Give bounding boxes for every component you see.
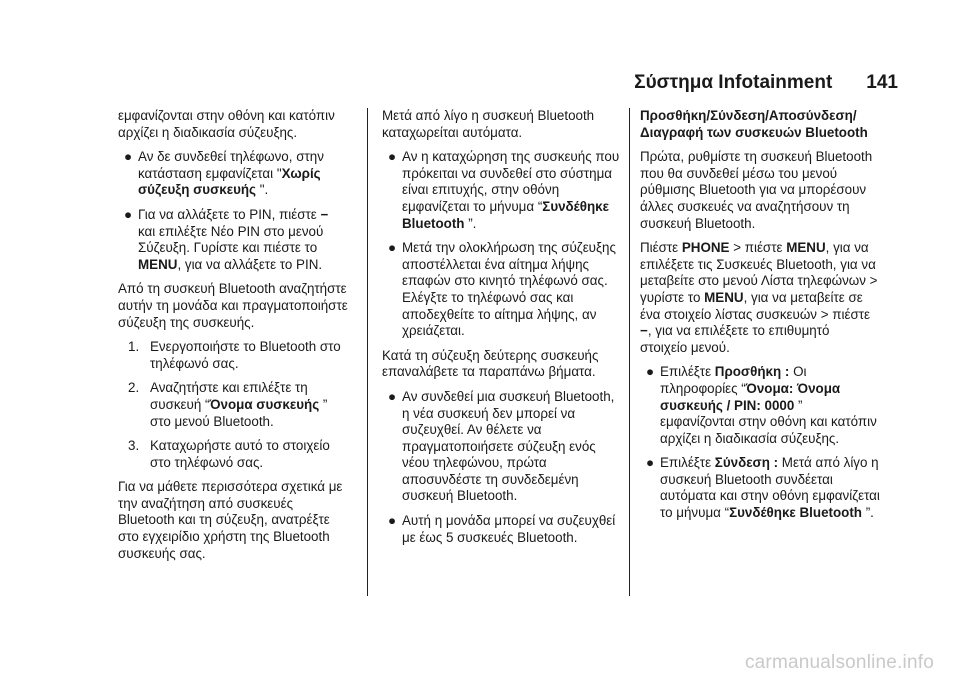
text: , για να μεταβείτε σε ένα στοιχείο λίστας συσκευών > πιέστε [640,289,870,322]
text: ”. [861,505,874,521]
text: ”. [464,215,477,231]
paragraph: Κατά τη σύζευξη δεύτερης συσκευής επαναλάβετε τα παραπάνω βήματα. [382,347,599,380]
bold-text: Χωρίς σύζευξη συσκευής [138,165,321,198]
bullet-item [382,149,622,232]
text: και επιλέξτε Νέο PIN στο μενού Σύζευξη. Γυρίστε και πιέστε το [138,223,324,256]
bullet-icon: ● [388,149,397,165]
page-title: Σύστημα Infotainment [634,72,833,93]
bold-text: Προσθήκη : [714,364,790,380]
bullet-item [382,513,622,546]
text: ” εμφανίζονται στην οθόνη και κατόπιν αρχίζει η διαδικασία σύζευξης. [660,397,877,446]
text: Μετά από λίγο η συσκευή Bluetooth συνδέεται αυτόματα και στην οθόνη εμφανίζεται το μήνυμα “ [660,455,880,521]
text: Για να αλλάξετε το PIN, πιέστε [138,206,321,222]
text: Αυτή η μονάδα μπορεί να συζευχθεί με έως 5 συσκευές Bluetooth. [402,513,616,545]
bold-text: − [640,323,648,339]
bullet-item [382,240,622,340]
text: Αν δε συνδεθεί τηλέφωνο, στην κατάσταση εμφανίζεται " [138,149,324,181]
column-middle [382,108,622,554]
bullet-item [118,149,348,199]
text: ” στο μενού Bluetooth. [150,396,328,429]
text: Επιλέξτε [660,364,715,380]
paragraph: Μετά από λίγο η συσκευή Bluetooth καταχωρείται αυτόματα. [382,108,595,140]
bullet-item [640,364,880,447]
bullet-item [118,207,348,273]
bold-text: PHONE [681,240,730,256]
text: Αν συνδεθεί μια συσκευή Bluetooth, η νέα συσκευή δεν μπορεί να συζευχθεί. Αν θέλετε να πραγματοποιήσετε σύζευξη ενός νέου τηλεφώνου, πρώτα αποσυνδέστε τη συνδεδεμένη συσκευή Bluetooth. [402,388,615,504]
bold-text: Συνδέθηκε Bluetooth [402,198,609,231]
text: Οι πληροφορίες “ [660,364,807,396]
text: Μετά την ολοκλήρωση της σύζευξης αποστέλλεται ένα αίτημα λήψης επαφών στο κινητό τηλέφωνό σας. Ελέγξτε το τηλέφωνό σας και αποδεχθείτε το αίτημα λήψης, αν χρειάζεται. [402,240,616,339]
bold-text: Όνομα συσκευής [209,396,320,412]
bullet-item [640,455,880,521]
bold-text: Συνδέθηκε Bluetooth [729,505,862,521]
bold-text: Σύνδεση : [714,455,779,471]
text: Πιέστε [640,240,682,256]
numbered-step [118,380,348,430]
column-divider [367,108,368,596]
bullet-icon: ● [388,513,397,529]
bullet-icon: ● [388,240,397,256]
text: Ενεργοποιήστε το Bluetooth στο τηλέφωνό σας. [150,339,341,371]
text: > πιέστε [729,240,787,256]
bold-text: MENU [138,256,178,272]
step-number: 2. [128,380,140,396]
bold-text: MENU [704,289,744,305]
paragraph: εμφανίζονται στην οθόνη και κατόπιν αρχίζει η διαδικασία σύζευξης. [118,108,335,140]
paragraph: Από τη συσκευή Bluetooth αναζητήστε αυτήν τη μονάδα και πραγματοποιήστε σύζευξη της συσκευής. [118,281,348,330]
numbered-step [118,438,348,471]
text: Αναζητήστε και επιλέξτε τη συσκευή “ [150,380,308,412]
bold-text: − [320,206,329,222]
text: Καταχωρήστε αυτό το στοιχείο στο τηλέφωνό σας. [150,438,330,470]
text: , για να επιλέξετε το επιθυμητό στοιχείο μενού. [640,323,830,355]
step-number: 1. [128,339,140,355]
column-left [118,108,348,570]
paragraph: Πρώτα, ρυθμίστε τη συσκευή Bluetooth που θα συνδεθεί μέσω του μενού ρύθμισης Bluetooth για να μπορέσουν άλλες συσκευές να αναζητήσουν τη συσκευή Bluetooth. [640,149,873,231]
text: , για να αλλάξετε το PIN. [177,256,323,272]
text: Αν η καταχώρηση της συσκευής που πρόκειται να συνδεθεί στο σύστημα είναι επιτυχής, στην οθόνη εμφανίζεται το μήνυμα “ [402,149,620,214]
column-divider [629,108,630,596]
bold-text: Όνομα: Όνομα συσκευής / PIN: 0000 [660,380,841,413]
column-right [640,108,880,530]
watermark: carmanualsonline.info [744,652,934,674]
bullet-icon: ● [646,364,655,380]
section-heading: Προσθήκη/Σύνδεση/Αποσύνδεση/ Διαγραφή των συσκευών Bluetooth [640,108,868,140]
numbered-step [118,339,348,372]
bullet-item [382,389,622,505]
text: Επιλέξτε [660,455,715,471]
page-header [634,72,898,94]
bullet-icon: ● [124,206,133,222]
paragraph: Για να μάθετε περισσότερα σχετικά με την αναζήτηση από συσκευές Bluetooth και τη σύζευξη, ανατρέξτε στο εγχειρίδιο χρήστη της Bluetooth συσκευής σας. [118,479,343,561]
bullet-icon: ● [646,455,655,471]
page-number: 141 [866,72,898,93]
bullet-icon: ● [388,388,397,404]
paragraph [640,240,880,356]
bullet-icon: ● [124,149,133,165]
text: ". [256,182,269,198]
bold-text: MENU [786,240,826,256]
step-number: 3. [128,438,140,454]
text: , για να επιλέξετε τις Συσκευές Bluetooth, για να μεταβείτε στο μενού Λίστα τηλεφώνων > γυρίστε το [640,240,878,305]
